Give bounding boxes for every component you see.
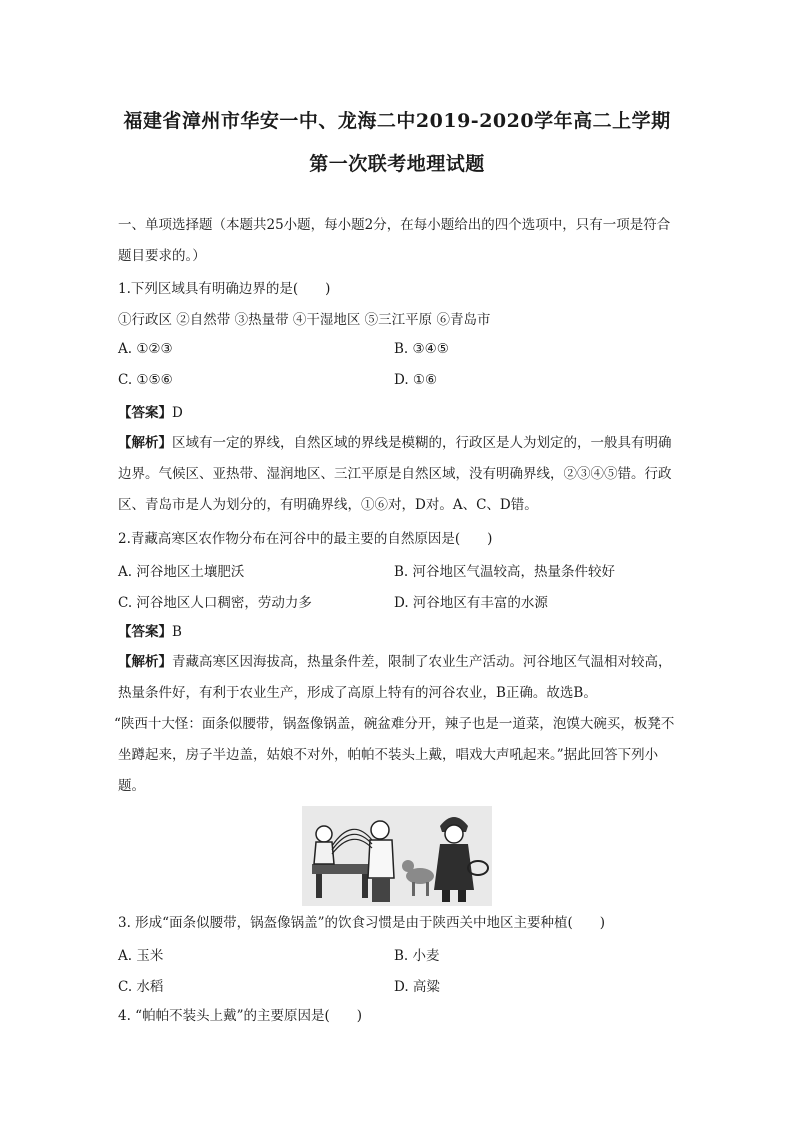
q1-stem: 1.下列区域具有明确边界的是( ) bbox=[118, 281, 331, 297]
q2-option-a: A. 河谷地区土壤肥沃 bbox=[118, 564, 245, 580]
q2-answer bbox=[118, 622, 182, 642]
q2-answer-value: B bbox=[172, 624, 182, 640]
q2-answer-label: 【答案】 bbox=[118, 624, 172, 640]
q2-analysis-text: 青藏高寒区因海拔高，热量条件差，限制了农业生产活动。河谷地区气温相对较高，热量条件好，有利于农业生产，形成了高原上特有的河谷农业，B正确。故选B。 bbox=[118, 654, 672, 701]
q2-analysis-label: 【解析】 bbox=[118, 654, 172, 670]
q2-analysis bbox=[118, 647, 678, 709]
q2-option-c: C. 河谷地区人口稠密，劳动力多 bbox=[118, 595, 312, 611]
document-title-line2: 第一次联考地理试题 bbox=[309, 153, 485, 175]
q3-stem: 3. 形成“面条似腰带，锅盔像锅盖”的饮食习惯是由于陕西关中地区主要种植( ) bbox=[118, 915, 606, 931]
material-text: “陕西十大怪：面条似腰带，锅盔像锅盖，碗盆难分开，辣子也是一道菜，泡馍大碗买，板凳不坐蹲起来，房子半边盖，姑娘不对外，帕帕不装头上戴，唱戏大声吼起来。”据此回答下列小题。 bbox=[114, 716, 675, 794]
q2-stem: 2.青藏高寒区农作物分布在河谷中的最主要的自然原因是( ) bbox=[118, 531, 493, 547]
q3-option-b: B. 小麦 bbox=[394, 948, 440, 964]
q2-option-b: B. 河谷地区气温较高，热量条件较好 bbox=[394, 564, 616, 580]
q3-option-d: D. 高粱 bbox=[394, 979, 440, 995]
shaanxi-customs-illustration bbox=[302, 806, 492, 906]
q1-answer bbox=[118, 403, 183, 423]
q4-stem: 4. “帕帕不装头上戴”的主要原因是( ) bbox=[118, 1008, 363, 1024]
q1-option-d: D. ①⑥ bbox=[394, 372, 438, 388]
q3-option-a: A. 玉米 bbox=[118, 948, 164, 964]
q1-option-a: A. ①②③ bbox=[118, 341, 173, 357]
q1-answer-label: 【答案】 bbox=[118, 405, 172, 421]
q1-analysis-label: 【解析】 bbox=[118, 435, 172, 451]
q1-option-b: B. ③④⑤ bbox=[394, 341, 449, 357]
document-title-line1: 福建省漳州市华安一中、龙海二中2019-2020学年高二上学期 bbox=[123, 110, 671, 132]
q2-option-d: D. 河谷地区有丰富的水源 bbox=[394, 595, 548, 611]
q1-items: ①行政区 ②自然带 ③热量带 ④干湿地区 ⑤三江平原 ⑥青岛市 bbox=[118, 312, 491, 328]
q1-option-c: C. ①⑤⑥ bbox=[118, 372, 173, 388]
q1-analysis bbox=[118, 428, 678, 521]
section-intro: 一、单项选择题（本题共25小题，每小题2分，在每小题给出的四个选项中，只有一项是符合题目要求的。） bbox=[118, 217, 671, 264]
q1-answer-value: D bbox=[172, 405, 183, 421]
q3-option-c: C. 水稻 bbox=[118, 979, 164, 995]
q1-analysis-text: 区域有一定的界线，自然区域的界线是模糊的，行政区是人为划定的，一般具有明确边界。气候区、亚热带、湿润地区、三江平原是自然区域，没有明确界线，②③④⑤错。行政区、青岛市是人为划分的，有明确界线，①⑥对，D对。A、C、D错。 bbox=[118, 435, 672, 513]
